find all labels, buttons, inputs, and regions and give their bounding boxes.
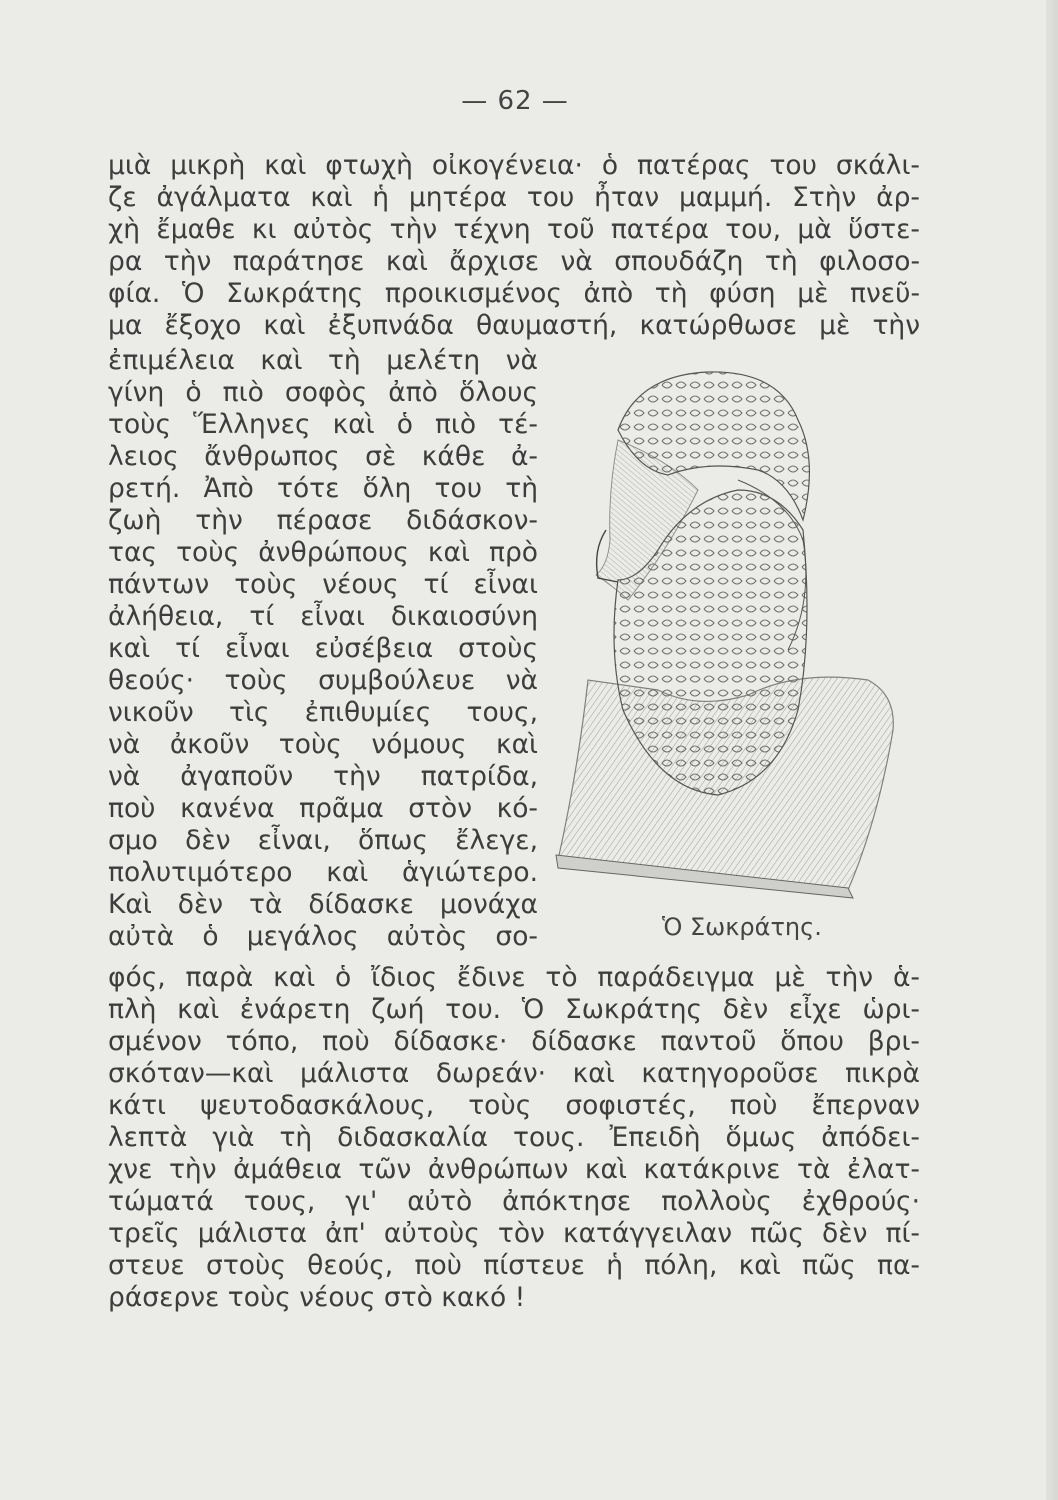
text-line: ρα τὴν παράτησε καὶ ἄρχισε νὰ σπουδάζη τὴ φιλοσο- xyxy=(108,246,920,277)
text-line: πλὴ καὶ ἐνάρετη ζωή του. Ὁ Σωκράτης δὲν εἶχε ὡρι- xyxy=(108,994,920,1025)
page-number: — 62 — xyxy=(461,86,569,116)
text-line: πολυτιμότερο καὶ ἁγιώτερο. xyxy=(108,857,538,888)
text-line: μα ἔξοχο καὶ ἐξυπνάδα θαυμαστή, κατώρθωσε μὲ τὴν xyxy=(108,310,920,341)
text-line: νὰ ἀκοῦν τοὺς νόμους καὶ xyxy=(108,729,538,760)
text-line: τας τοὺς ἀνθρώπους καὶ πρὸ xyxy=(108,537,538,568)
text-line: χνε τὴν ἀμάθεια τῶν ἀνθρώπων καὶ κατάκρινε τὰ ἐλατ- xyxy=(108,1154,920,1185)
text-line: τώματά τους, γι' αὐτὸ ἀπόκτησε πολλοὺς ἐχθρούς· xyxy=(108,1186,920,1217)
text-line: γίνη ὁ πιὸ σοφὸς ἀπὸ ὅλους xyxy=(108,377,538,408)
text-line: φός, παρὰ καὶ ὁ ἴδιος ἔδινε τὸ παράδειγμα μὲ τὴν ἁ- xyxy=(108,962,920,993)
text-line: λεπτὰ γιὰ τὴ διδασκαλία τους. Ἐπειδὴ ὅμως ἀπόδει- xyxy=(108,1122,920,1153)
text-line: τοὺς Ἕλληνες καὶ ὁ πιὸ τέ- xyxy=(108,409,538,440)
text-line: νικοῦν τὶς ἐπιθυμίες τους, xyxy=(108,697,538,728)
text-line: τρεῖς μάλιστα ἀπ' αὐτοὺς τὸν κατάγγειλαν πῶς δὲν πί- xyxy=(108,1218,920,1249)
text-line: χὴ ἔμαθε κι αὐτὸς τὴν τέχνη τοῦ πατέρα του, μὰ ὕστε- xyxy=(108,214,920,245)
text-line: ποὺ κανένα πρᾶμα στὸν κό- xyxy=(108,793,538,824)
text-line: θεούς· τοὺς συμβούλευε νὰ xyxy=(108,665,538,696)
page-gutter xyxy=(1046,0,1058,1500)
text-line: ἀλήθεια, τί εἶναι δικαιοσύνη xyxy=(108,601,538,632)
text-line: σμο δὲν εἶναι, ὅπως ἔλεγε, xyxy=(108,825,538,856)
socrates-bust-illustration xyxy=(548,350,900,910)
figure-caption: Ὁ Σωκράτης. xyxy=(662,913,822,941)
text-line: λειος ἄνθρωπος σὲ κάθε ἀ- xyxy=(108,441,538,472)
text-line: μιὰ μικρὴ καὶ φτωχὴ οἰκογένεια· ὁ πατέρας του σκάλι- xyxy=(108,150,920,181)
text-line: φία. Ὁ Σωκράτης προικισμένος ἀπὸ τὴ φύση μὲ πνεῦ- xyxy=(108,278,920,309)
text-line: νὰ ἀγαποῦν τὴν πατρίδα, xyxy=(108,761,538,792)
text-line: ράσερνε τοὺς νέους στὸ κακό ! xyxy=(108,1282,526,1313)
text-line: ρετή. Ἀπὸ τότε ὅλη του τὴ xyxy=(108,473,538,504)
text-line: κάτι ψευτοδασκάλους, τοὺς σοφιστές, ποὺ ἔπερναν xyxy=(108,1090,920,1121)
text-line: σκόταν—καὶ μάλιστα δωρεάν· καὶ κατηγοροῦσε πικρὰ xyxy=(108,1058,920,1089)
text-line: ζε ἀγάλματα καὶ ἡ μητέρα του ἦταν μαμμή. Στὴν ἀρ- xyxy=(108,182,920,213)
text-line: στευε στοὺς θεούς, ποὺ πίστευε ἡ πόλη, καὶ πῶς πα- xyxy=(108,1250,920,1281)
text-line: ζωὴ τὴν πέρασε διδάσκον- xyxy=(108,505,538,536)
text-line: αὐτὰ ὁ μεγάλος αὐτὸς σο- xyxy=(108,921,538,952)
text-line: ἐπιμέλεια καὶ τὴ μελέτη νὰ xyxy=(108,345,538,376)
text-line: Καὶ δὲν τὰ δίδασκε μονάχα xyxy=(108,889,538,920)
text-line: καὶ τί εἶναι εὐσέβεια στοὺς xyxy=(108,633,538,664)
text-line: σμένον τόπο, ποὺ δίδασκε· δίδασκε παντοῦ ὅπου βρι- xyxy=(108,1026,920,1057)
text-line: πάντων τοὺς νέους τί εἶναι xyxy=(108,569,538,600)
